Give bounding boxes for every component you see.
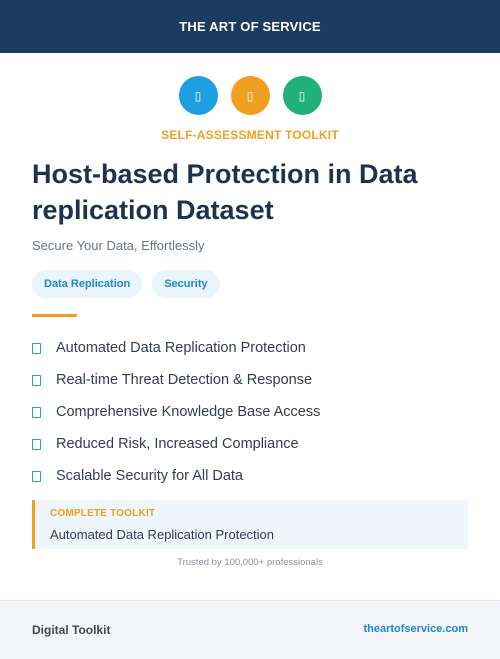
check-icon (32, 375, 41, 386)
feature-text: Comprehensive Knowledge Base Access (56, 404, 321, 420)
complete-toolkit-callout (32, 500, 468, 549)
check-icon (32, 343, 41, 354)
feature-text: Automated Data Replication Protection (56, 340, 306, 356)
icon-row (0, 76, 500, 115)
footer-link[interactable]: theartofservice.com (363, 623, 468, 635)
tag-security[interactable]: Security (152, 270, 219, 298)
feature-item (32, 460, 320, 492)
book-icon: ▯ (179, 76, 218, 115)
check-icon (32, 439, 41, 450)
feature-text: Reduced Risk, Increased Compliance (56, 436, 299, 452)
shield-icon: ▯ (283, 76, 322, 115)
feature-item (32, 428, 320, 460)
tag-data-replication[interactable]: Data Replication (32, 270, 142, 298)
feature-item (32, 396, 320, 428)
check-icon (32, 471, 41, 482)
chart-icon: ▯ (231, 76, 270, 115)
feature-list (32, 332, 320, 492)
feature-item (32, 332, 320, 364)
feature-text: Scalable Security for All Data (56, 468, 243, 484)
page-title: Host-based Protection in Data replication Dataset (32, 159, 418, 225)
callout-value: Automated Data Replication Protection (50, 527, 275, 542)
toolkit-kicker: SELF-ASSESSMENT TOOLKIT (161, 128, 339, 142)
page-subtitle: Secure Your Data, Effortlessly (32, 238, 205, 253)
footer-label: Digital Toolkit (32, 623, 111, 637)
accent-divider (32, 314, 77, 317)
brand-name: THE ART OF SERVICE (179, 19, 321, 34)
tag-list (32, 270, 220, 298)
trusted-note: Trusted by 100,000+ professionals (177, 557, 323, 568)
footer (0, 600, 500, 659)
check-icon (32, 407, 41, 418)
top-banner (0, 0, 500, 53)
feature-text: Real-time Threat Detection & Response (56, 372, 313, 388)
callout-label: COMPLETE TOOLKIT (50, 508, 156, 519)
feature-item (32, 364, 320, 396)
